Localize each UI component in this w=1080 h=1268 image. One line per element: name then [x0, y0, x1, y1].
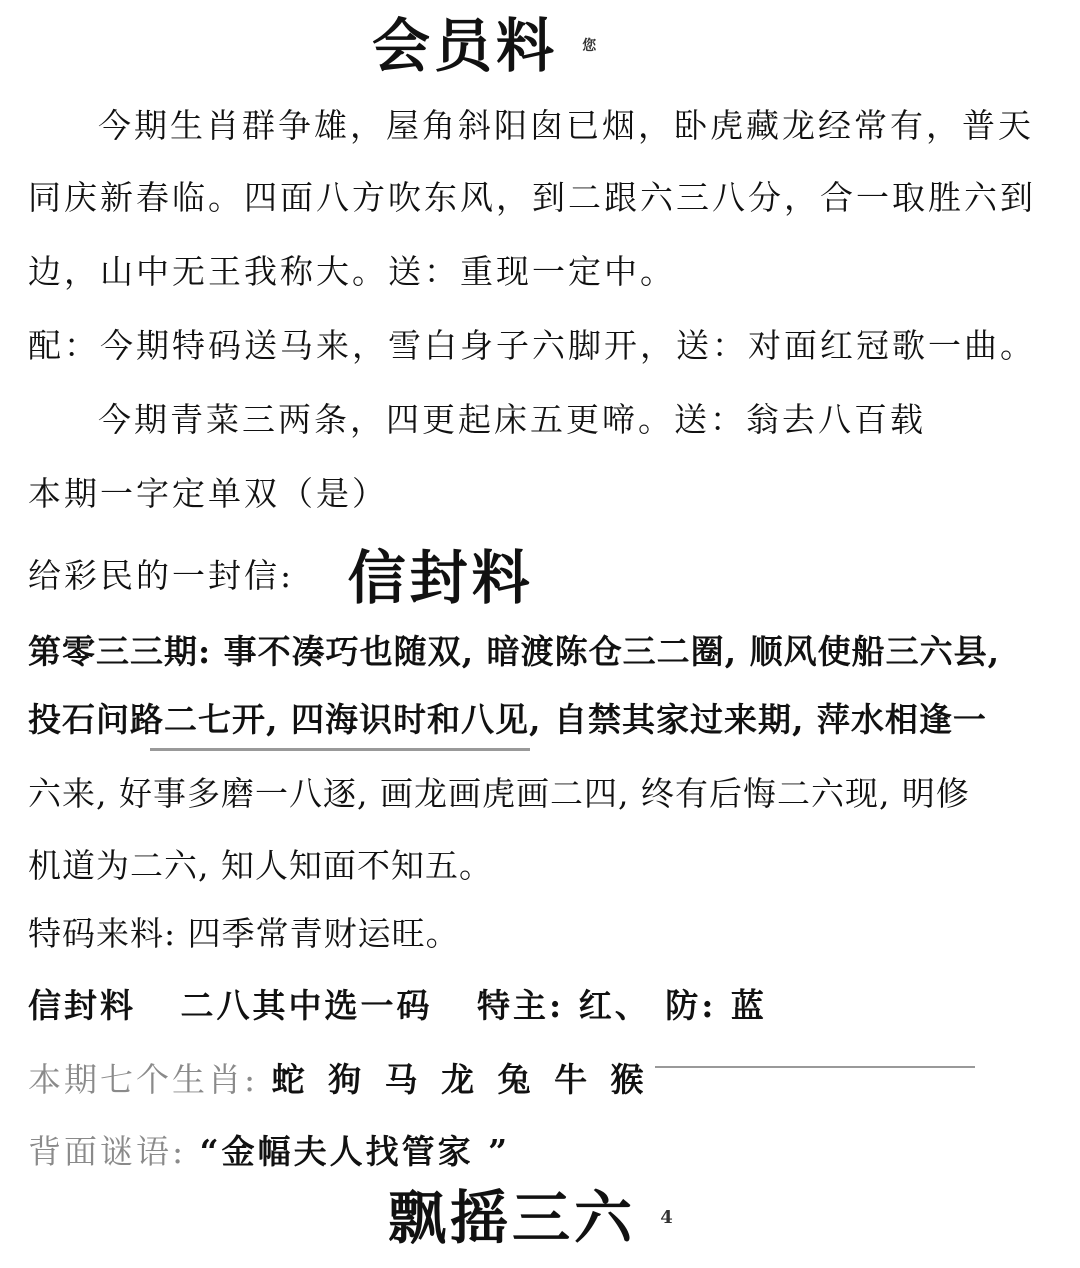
special-code-line: 特码来料: 四季常青财运旺。: [28, 914, 460, 953]
envelope-pick: 二八其中选一码: [180, 986, 433, 1025]
page-title: [372, 14, 596, 78]
member-line-6: 本期一字定单双（是）: [28, 474, 388, 513]
member-line-1: 今期生肖群争雄，屋角斜阳囱已烟，卧虎藏龙经常有，普天: [98, 106, 1034, 145]
letter-label: 给彩民的一封信:: [28, 556, 295, 595]
main-label: 特主:: [477, 986, 565, 1025]
envelope-label: 信封料: [28, 986, 136, 1025]
riddle-row: [28, 1132, 510, 1172]
main-value: 红、: [578, 986, 651, 1025]
issue-line-3: 六来, 好事多磨一八逐, 画龙画虎画二四, 终有后悔二六现, 明修: [28, 774, 970, 813]
member-line-4: 配：今期特码送马来，雪白身子六脚开，送：对面红冠歌一曲。: [28, 326, 1036, 365]
letter-title: 信封料: [347, 544, 534, 612]
tiny-mark: 您: [582, 38, 597, 54]
member-line-2: 同庆新春临。四面八方吹东风，到二跟六三八分，合一取胜六到: [28, 178, 1036, 217]
issue-line-2: 投石问路二七开, 四海识时和八见, 自禁其家过来期, 萍水相逢一: [28, 700, 987, 739]
riddle-label: 背面谜语:: [28, 1132, 187, 1171]
scan-noise: [150, 748, 530, 751]
zodiac-row: [28, 1060, 650, 1100]
issue-line-4: 机道为二六, 知人知面不知五。: [28, 846, 493, 885]
guard-label: 防:: [665, 986, 717, 1025]
guard-value: 蓝: [730, 986, 767, 1025]
letter-row: [28, 544, 534, 612]
issue-line-1: 第零三三期: 事不凑巧也随双, 暗渡陈仓三二圈, 顺风使船三六县,: [28, 632, 1001, 671]
zodiac-label: 本期七个生肖:: [28, 1060, 259, 1099]
member-title: 会员料: [372, 12, 559, 80]
footer-mark: 4: [660, 1207, 673, 1228]
envelope-row: [28, 986, 767, 1026]
member-line-3: 边，山中无王我称大。送：重现一定中。: [28, 252, 676, 291]
scan-noise-2: [655, 1066, 975, 1068]
footer-title: 飘摇三六: [388, 1184, 637, 1252]
zodiac-animals: 蛇 狗 马 龙 兔 牛 猴: [271, 1060, 650, 1099]
riddle-text: “金幅夫人找管家 ”: [199, 1132, 511, 1171]
member-line-5: 今期青菜三两条，四更起床五更啼。送：翁去八百载: [98, 400, 926, 439]
footer-title-row: [388, 1186, 673, 1250]
